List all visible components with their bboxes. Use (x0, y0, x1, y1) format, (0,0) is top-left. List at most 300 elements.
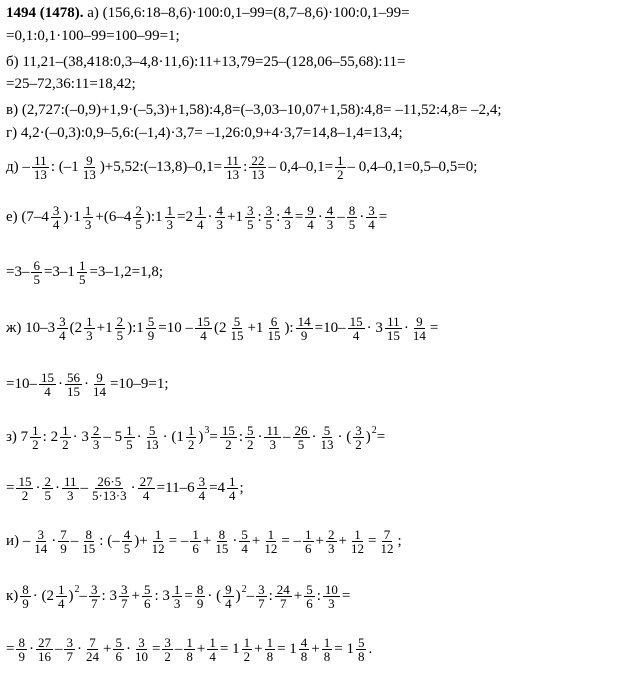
fraction-numerator: 3 (37, 526, 45, 542)
fraction-numerator: 2 (92, 422, 100, 438)
fraction-numerator: 5 (246, 422, 254, 438)
fraction-numerator: 1 (209, 634, 216, 650)
math-text: = – (168, 532, 189, 549)
fraction-numerator: 3 (91, 581, 98, 597)
problem-line-a1 (6, 4, 410, 22)
fraction-denominator: 3 (284, 216, 291, 232)
fraction-numerator: 2 (44, 473, 51, 489)
fraction-denominator: 9 (60, 540, 67, 556)
math-text: = 1 (277, 640, 297, 657)
fraction (347, 204, 358, 231)
fraction-denominator: 7 (66, 648, 73, 664)
fraction-numerator: 1 (154, 526, 162, 542)
fraction-denominator: 4 (307, 216, 314, 232)
math-text: · (311, 428, 317, 445)
fraction (366, 204, 377, 231)
fraction-denominator: 15 (267, 327, 281, 343)
fraction-numerator: 15 (18, 473, 32, 489)
fraction-numerator: 8 (196, 581, 204, 597)
fraction (195, 583, 206, 610)
fraction-denominator: 6 (306, 595, 313, 611)
fraction-denominator: 3 (84, 216, 92, 232)
fraction-denominator: 14 (412, 327, 426, 343)
fraction-numerator: 1 (197, 202, 204, 218)
fraction (31, 259, 42, 286)
math-text: – (54, 640, 63, 657)
fraction-numerator: 26 (294, 422, 308, 438)
fraction (124, 424, 135, 451)
fraction-numerator: 7 (60, 526, 67, 542)
fraction-numerator: 1 (305, 526, 312, 542)
fraction-numerator: 5 (306, 581, 313, 597)
fraction (51, 204, 62, 231)
fraction-numerator: 4 (284, 202, 291, 218)
math-text: : 3 (101, 587, 117, 604)
fraction-numerator: 6 (33, 257, 40, 273)
fraction-numerator: 3 (265, 202, 273, 218)
fraction-denominator: 4 (58, 595, 65, 611)
fraction-denominator: 9 (22, 595, 29, 611)
fraction-numerator: 24 (276, 581, 290, 597)
fraction-denominator: 4 (197, 216, 204, 232)
fraction-denominator: 5 (348, 216, 356, 232)
fraction-numerator: 11 (266, 422, 280, 438)
fraction (83, 204, 94, 231)
fraction-denominator: 4 (241, 540, 248, 556)
fraction-numerator: 8 (85, 526, 93, 542)
fraction (65, 371, 82, 398)
math-text: + (254, 640, 263, 657)
fraction-denominator: 7 (280, 595, 287, 611)
fraction-denominator: 6 (115, 648, 122, 664)
fraction-denominator: 15 (386, 327, 400, 343)
fraction-denominator: 2 (164, 648, 171, 664)
solution-z-row-1 (6, 416, 385, 458)
math-text: + (131, 587, 140, 604)
fraction-denominator: 3 (173, 595, 181, 611)
fraction-numerator: 15 (40, 369, 54, 385)
fraction-denominator: 24 (85, 648, 99, 664)
fraction (172, 583, 183, 610)
math-text: + (338, 532, 347, 549)
math-text: +(6–4 (95, 208, 132, 225)
fraction-denominator: 5 (126, 436, 133, 452)
fraction-denominator: 4 (368, 216, 375, 232)
math-text: · 3 (366, 319, 383, 336)
math-text: · (2 (32, 587, 55, 604)
fraction (304, 583, 315, 610)
math-text: : (–1 (50, 158, 79, 175)
math-text: = (429, 319, 439, 336)
fraction-numerator: 8 (348, 202, 356, 218)
fraction-denominator: 7 (258, 595, 265, 611)
fraction-denominator: 12 (264, 540, 278, 556)
math-text: к) (6, 587, 19, 604)
fraction-numerator: 5 (241, 526, 248, 542)
fraction-denominator: 4 (198, 487, 206, 503)
fraction-numerator: 5 (357, 634, 365, 650)
solution-k-row-1 (6, 575, 350, 617)
fraction (242, 636, 253, 663)
fraction (184, 636, 195, 663)
fraction (122, 528, 133, 555)
math-text: – (337, 208, 345, 225)
fraction (207, 636, 218, 663)
fraction-numerator: 5 (233, 313, 241, 329)
fraction-denominator: 6 (192, 540, 199, 556)
math-text: · (130, 479, 136, 496)
fraction-numerator: 15 (221, 422, 235, 438)
fraction (144, 424, 161, 451)
fraction (303, 528, 314, 555)
math-text: + (102, 640, 112, 657)
fraction-denominator: 13 (226, 166, 240, 182)
fraction-numerator: 1 (187, 422, 195, 438)
math-text: ж) 10–3 (6, 319, 56, 336)
fraction-numerator: 1 (229, 473, 236, 489)
math-text: . (368, 640, 373, 657)
fraction-denominator: 2 (62, 436, 69, 452)
solution-zh-row-1 (6, 307, 438, 349)
math-text: · (76, 640, 82, 657)
fraction-numerator: 2 (135, 202, 142, 218)
fraction (265, 315, 282, 342)
fraction (348, 315, 365, 342)
math-text: =3– (6, 263, 30, 280)
fraction (150, 528, 167, 555)
math-text: ): (284, 319, 294, 336)
fraction-denominator: 9 (147, 327, 155, 343)
fraction (411, 315, 428, 342)
fraction-denominator: 8 (323, 648, 331, 664)
fraction-denominator: 3 (66, 487, 74, 503)
fraction (293, 424, 310, 451)
fraction-numerator: 9 (225, 581, 232, 597)
fraction-denominator: 3 (92, 436, 100, 452)
math-text: – (70, 532, 79, 549)
fraction (265, 636, 276, 663)
fraction-denominator: 13 (82, 166, 96, 182)
fraction (220, 424, 237, 451)
math-text: = (376, 428, 386, 445)
fraction-numerator: 15 (196, 313, 210, 329)
fraction (30, 424, 41, 451)
math-text: · (57, 375, 63, 392)
math-text: : (257, 208, 262, 225)
fraction-numerator: 8 (218, 526, 226, 542)
fraction-numerator: 7 (89, 634, 96, 650)
solution-k-row-2 (6, 628, 372, 670)
fraction-denominator: 5 (265, 216, 273, 232)
fraction-numerator: 3 (198, 473, 206, 489)
fraction (64, 636, 75, 663)
math-text: =2 (177, 208, 194, 225)
math-text: · (83, 375, 89, 392)
fraction (42, 475, 53, 502)
fraction-numerator: 5 (147, 313, 155, 329)
fraction-denominator: 10 (134, 648, 148, 664)
fraction (228, 315, 245, 342)
math-text: · (28, 640, 34, 657)
math-text: + (196, 640, 206, 657)
fraction (58, 528, 69, 555)
fraction-denominator: 3 (328, 540, 335, 556)
math-text: – 0,4–0,1=0,5–0,5=0; (347, 158, 478, 175)
fraction (227, 475, 238, 502)
solution-z-row-2 (6, 467, 244, 509)
math-text: – (246, 587, 255, 604)
math-text: е) (7–4 (6, 208, 49, 225)
fraction (349, 528, 366, 555)
fraction-denominator: 3 (326, 216, 334, 232)
fraction (60, 424, 71, 451)
math-text: : 2 (42, 428, 59, 445)
math-text: =10– (6, 375, 37, 392)
fraction (57, 315, 68, 342)
solution-v-line: в) (2,727:(–0,9)+1,9·(–5,3)+1,58):4,8=(–3,03–10,07+1,58):4,8= –11,52:4,8= –2,4; (6, 102, 502, 118)
fraction-denominator: 4 (59, 327, 66, 343)
math-text: =4 (209, 479, 226, 496)
fraction (77, 259, 88, 286)
fraction (264, 424, 281, 451)
fraction-numerator: 3 (355, 422, 362, 438)
math-text: · (232, 532, 238, 549)
fraction-numerator: 26·5 (97, 473, 122, 489)
fraction-denominator: 15 (215, 540, 229, 556)
math-text: – (283, 428, 291, 445)
fraction (213, 528, 230, 555)
fraction (353, 424, 364, 451)
math-text: и) – (6, 532, 31, 549)
math-text: · (51, 532, 57, 549)
math-text: +1 (227, 208, 243, 225)
fraction-denominator: 14 (34, 540, 48, 556)
fraction-numerator: 27 (139, 473, 153, 489)
math-text: · ( (207, 587, 222, 604)
fraction-numerator: 1 (243, 634, 251, 650)
fraction-numerator: 3 (59, 313, 66, 329)
fraction (245, 204, 256, 231)
math-text: д) – (6, 158, 30, 175)
fraction-numerator: 5 (115, 634, 122, 650)
fraction-numerator: 9 (416, 313, 423, 329)
solution-a-line-1: а) (156,6:18–8,6)·100:0,1–99=(8,7–8,6)·100:0,1–99= (87, 5, 410, 21)
solution-b-line-1: б) 11,21–(38,418:0,3–4,8·11,6):11+13,79=25–(128,06–55,68):11= (6, 54, 406, 70)
math-text: = (6, 640, 15, 657)
math-text: : (243, 158, 248, 175)
fraction-numerator: 4 (300, 634, 308, 650)
fraction-denominator: 5 (135, 216, 142, 232)
solution-e-row-2 (6, 251, 163, 293)
fraction (195, 204, 206, 231)
fraction-denominator: 3 (166, 216, 174, 232)
fraction-denominator: 15 (230, 327, 244, 343)
fraction-numerator: 7 (383, 526, 391, 542)
fraction (56, 583, 67, 610)
solution-b-line-2: =25–72,36:11=18,42; (6, 76, 136, 92)
fraction-denominator: 8 (186, 648, 193, 664)
math-text: · (207, 208, 213, 225)
math-text: · ( (337, 428, 352, 445)
fraction-denominator: 3 (269, 436, 276, 452)
fraction-numerator: 1 (86, 313, 93, 329)
fraction (142, 583, 153, 610)
fraction-denominator: 4 (44, 383, 51, 399)
fraction-denominator: 14 (92, 383, 106, 399)
fraction (335, 154, 346, 181)
fraction-numerator: 10 (324, 581, 338, 597)
fraction-denominator: 2 (225, 436, 232, 452)
fraction-denominator: 4 (209, 648, 216, 664)
fraction (224, 154, 241, 181)
fraction-numerator: 3 (258, 581, 265, 597)
fraction-numerator: 1 (166, 202, 174, 218)
math-text: · 3 (72, 428, 89, 445)
fraction (245, 424, 256, 451)
fraction-numerator: 22 (251, 152, 265, 168)
fraction (62, 475, 79, 502)
math-text: – 5 (103, 428, 123, 445)
fraction-numerator: 8 (22, 581, 29, 597)
math-text: – (174, 640, 183, 657)
math-text: · (125, 640, 131, 657)
math-text: ) (365, 428, 371, 445)
fraction (296, 315, 313, 342)
fraction-numerator: 4 (326, 202, 334, 218)
fraction-numerator: 5 (148, 422, 156, 438)
fraction-denominator: 12 (350, 540, 364, 556)
fraction-numerator: 5 (143, 581, 151, 597)
math-text: · (257, 428, 263, 445)
math-text: = 1 (334, 640, 354, 657)
math-text: ):1 (145, 208, 163, 225)
fraction (299, 636, 310, 663)
fraction-denominator: 7 (120, 595, 128, 611)
math-text: =11–6 (156, 479, 195, 496)
math-text: ; (397, 532, 402, 549)
fraction-numerator: 1 (62, 422, 69, 438)
exponent: 2 (371, 424, 377, 436)
math-text: = (151, 640, 161, 657)
solution-i-row (6, 520, 402, 562)
fraction-denominator: 2 (337, 166, 344, 182)
fraction-denominator: 12 (151, 540, 165, 556)
fraction-numerator: 2 (116, 313, 124, 329)
fraction-numerator: 3 (164, 634, 171, 650)
math-text: + (251, 532, 261, 549)
fraction (325, 204, 336, 231)
fraction-numerator: 11 (34, 152, 47, 168)
fraction-denominator: 2 (246, 436, 254, 452)
solution-a-line-2: =0,1:0,1·100–99=100–99=1; (6, 28, 180, 44)
fraction-denominator: 9 (196, 595, 204, 611)
math-text: =10 – (158, 319, 193, 336)
fraction-denominator: 4 (229, 487, 236, 503)
fraction (16, 636, 27, 663)
fraction (186, 424, 197, 451)
math-text: = 1 (219, 640, 240, 657)
fraction (326, 528, 337, 555)
fraction-denominator: 2 (243, 648, 251, 664)
fraction (81, 154, 98, 181)
fraction-denominator: 8 (357, 648, 365, 664)
fraction-denominator: 13 (251, 166, 265, 182)
fraction (32, 528, 49, 555)
math-text: = (184, 587, 193, 604)
fraction (323, 583, 340, 610)
fraction-numerator: 1 (173, 581, 181, 597)
fraction-denominator: 5 (33, 271, 40, 287)
fraction (197, 475, 208, 502)
solution-g-line: г) 4,2·(–0,3):0,9–5,6:(–1,4)·3,7= –1,26:0,9+4·3,7=14,8–1,4=13,4; (6, 125, 403, 141)
fraction-numerator: 6 (270, 313, 278, 329)
fraction-numerator: 9 (86, 152, 93, 168)
math-text: =10– (314, 319, 346, 336)
math-text: : (– (99, 532, 120, 549)
fraction-denominator: 2 (21, 487, 29, 503)
solution-d-row (6, 146, 477, 188)
math-text: = (294, 208, 304, 225)
fraction (36, 636, 53, 663)
fraction-denominator: 13 (320, 436, 334, 452)
fraction-denominator: 5 (246, 216, 254, 232)
fraction-numerator: 9 (307, 202, 314, 218)
exponent: 2 (74, 583, 80, 595)
fraction-denominator: 15 (82, 540, 96, 556)
fraction-numerator: 15 (349, 313, 363, 329)
fraction (133, 204, 144, 231)
math-text: + (293, 587, 303, 604)
fraction-numerator: 3 (66, 634, 73, 650)
fraction-numerator: 1 (323, 634, 331, 650)
fraction (39, 371, 56, 398)
fraction-denominator: 12 (380, 540, 394, 556)
fraction-denominator: 5 (44, 487, 51, 503)
math-text: )+ (134, 532, 148, 549)
fraction-numerator: 1 (186, 634, 193, 650)
fraction (16, 475, 33, 502)
fraction (322, 636, 333, 663)
fraction (138, 475, 155, 502)
fraction-numerator: 56 (66, 369, 80, 385)
fraction-numerator: 1 (266, 634, 274, 650)
math-text: = (367, 532, 377, 549)
fraction (215, 204, 226, 231)
math-text: = (341, 587, 351, 604)
fraction-numerator: 1 (58, 581, 65, 597)
math-text: ) (198, 428, 204, 445)
fraction (91, 371, 108, 398)
fraction-numerator: 1 (337, 152, 344, 168)
math-text: : (268, 587, 273, 604)
fraction-numerator: 1 (78, 257, 86, 273)
fraction-denominator: 5 (78, 271, 86, 287)
fraction-denominator: 2 (187, 436, 195, 452)
fraction (133, 636, 150, 663)
math-text: : (276, 208, 281, 225)
math-text: = (6, 479, 15, 496)
math-text: + (311, 640, 320, 657)
fraction-denominator: 8 (266, 648, 274, 664)
math-text: + (315, 532, 325, 549)
fraction (385, 315, 402, 342)
fraction-denominator: 3 (216, 216, 224, 232)
fraction (113, 636, 124, 663)
math-text: · (359, 208, 365, 225)
math-text: · (35, 479, 41, 496)
fraction-numerator: 4 (216, 202, 224, 218)
fraction-numerator: 9 (96, 369, 103, 385)
